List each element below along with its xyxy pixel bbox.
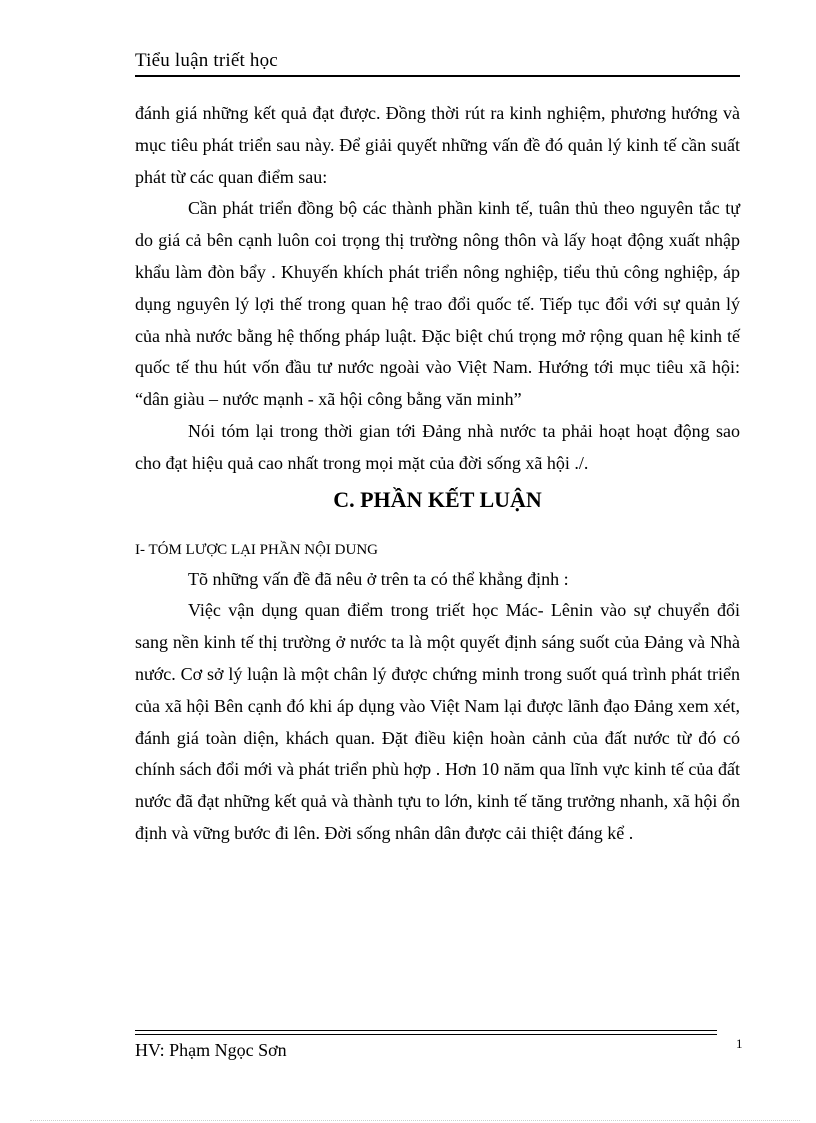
document-body [135,98,740,850]
page-edge-divider [30,1120,800,1121]
header-title: Tiểu luận triết học [135,50,278,71]
footer-author: HV: Phạm Ngọc Sơn [135,1040,287,1060]
paragraph-5: Việc vận dụng quan điểm trong triết học Mác- Lênin vào sự chuyển đổi sang nền kinh tế thị trường ở nước ta là một quyết định sáng suốt của Đảng và Nhà nước. Cơ sở lý luận là một chân lý được chứng minh trong suốt quá trình phát triển của xã hội Bên cạnh đó khi áp dụng vào Việt Nam lại được lãnh đạo Đảng xem xét, đánh giá toàn diện, khách quan. Đặt điều kiện hoàn cảnh của đất nước từ đó có chính sách đổi mới và phát triển phù hợp . Hơn 10 năm qua lĩnh vực kinh tế của đất nước đã đạt những kết quả và thành tựu to lớn, kinh tế tăng trưởng nhanh, xã hội ổn định và vững bước đi lên. Đời sống nhân dân được cải thiệt đáng kể . [135,600,740,843]
page-header [135,50,740,77]
section-title: C. PHẦN KẾT LUẬN [333,486,542,512]
paragraph-4: Tõ những vấn đề đã nêu ở trên ta có thể khẳng định : [188,568,569,589]
paragraph-3: Nói tóm lại trong thời gian tới Đảng nhà nước ta phải hoạt hoạt động sao cho đạt hiệu quả cao nhất trong mọi mặt của đời sống xã hội ./. [135,420,740,473]
subsection-heading: I- TÓM LƯỢC LẠI PHẦN NỘI DUNG [135,541,379,558]
paragraph-2: Cần phát triển đồng bộ các thành phần kinh tế, tuân thủ theo nguyên tắc tự do giá cả bên cạnh luôn coi trọng thị trường nông thôn và lấy hoạt động xuất nhập khẩu làm đòn bẩy . Khuyến khích phát triển nông nghiệp, tiểu thủ công nghiệp, áp dụng nguyên lý lợi thế trong quan hệ trao đổi quốc tế. Tiếp tục đổi với sự quản lý của nhà nước bằng hệ thống pháp luật. Đặc biệt chú trọng mở rộng quan hệ kinh tế quốc tế thu hút vốn đầu tư nước ngoài vào Việt Nam. Hướng tới mục tiêu xã hội: “dân giàu – nước mạnh - xã hội công bằng văn minh” [135,198,740,410]
paragraph-1: đánh giá những kết quả đạt được. Đồng thời rút ra kinh nghiệm, phương hướng và mục tiêu phát triển sau này. Để giải quyết những vấn đề đó quản lý kinh tế cần suất phát từ các quan điểm sau: [135,103,740,187]
footer-divider [135,1030,717,1035]
page-number: 1 [736,1036,743,1051]
